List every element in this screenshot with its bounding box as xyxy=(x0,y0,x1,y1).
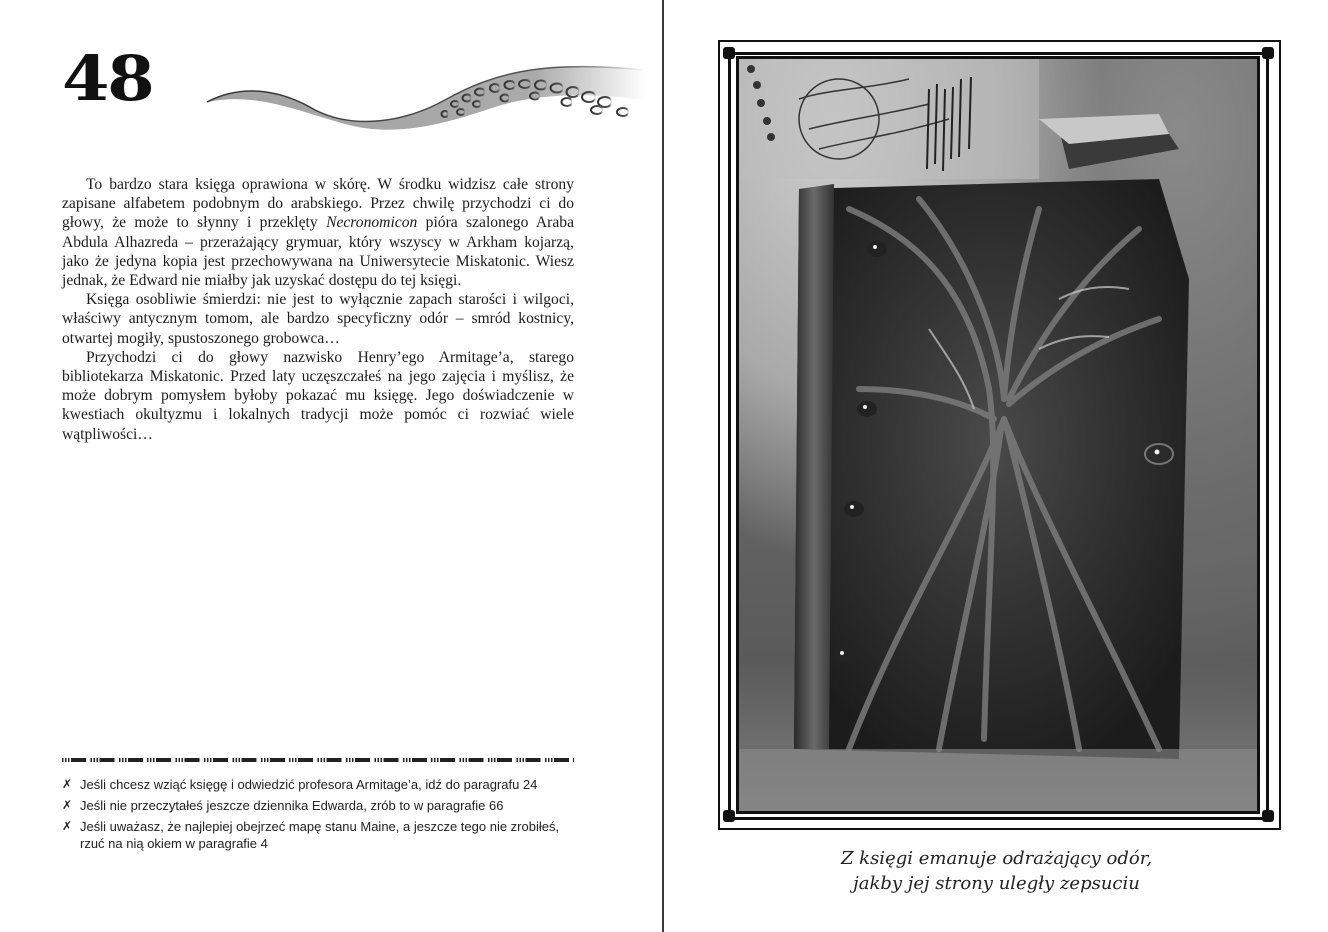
book-title-necronomicon: Necronomicon xyxy=(326,214,418,232)
crossed-arrows-icon: ✗ xyxy=(62,777,73,791)
frame-corner-ornament-icon xyxy=(1262,47,1274,59)
ornamental-divider xyxy=(62,757,574,763)
body-paragraph-2: Księga osobliwie śmierdzi: nie jest to wyłącznie zapach starości i wilgoci, właściwy antycznym tomom, ale bardzo specyficzny odór – smród kostnicy, otwartej mogiły, spustoszonego grobowca… xyxy=(62,291,574,347)
choice-text: Jeśli chcesz wziąć księgę i odwiedzić profesora Armitage’a, idź do paragrafu 24 xyxy=(80,777,538,792)
left-page xyxy=(0,0,663,932)
paragraph-number: 48 xyxy=(62,42,153,115)
crossed-arrows-icon: ✗ xyxy=(62,798,73,812)
frame-corner-ornament-icon xyxy=(723,47,735,59)
right-page xyxy=(665,0,1328,932)
choice-item-go-to-4[interactable] xyxy=(62,818,582,852)
body-paragraph-3: Przychodzi ci do głowy nazwisko Henry’ego Armitage’a, starego bibliotekarza Miskatonic. Przed laty uczęszczałeś na jego zajęcia i myślisz, że może dobrym pomysłem byłoby pokazać mu księgę. Jego doświadczenie w kwestiach okultyzmu i lokalnych tradycji może pomóc ci rozwiać wiele wątpliwości… xyxy=(62,348,574,443)
crossed-arrows-icon: ✗ xyxy=(62,819,73,833)
paragraph-body xyxy=(62,175,574,444)
choice-text: Jeśli uważasz, że najlepiej obejrzeć mapę stanu Maine, a jeszcze tego nie zrobiłeś, rzuć na nią okiem w paragrafie 4 xyxy=(80,819,560,851)
illustration-caption xyxy=(665,846,1328,896)
choice-text: Jeśli nie przeczytałeś jeszcze dziennika Edwarda, zrób to w paragrafie 66 xyxy=(80,798,504,813)
frame-corner-ornament-icon xyxy=(723,810,735,822)
choice-list xyxy=(62,776,582,856)
caption-line-1: Z księgi emanuje odrażający odór, xyxy=(840,848,1153,869)
fleshy-book-painting-icon xyxy=(739,59,1257,811)
caption-line-2: jakby jej strony uległy zepsuciu xyxy=(853,873,1140,894)
book-spine-divider xyxy=(662,0,664,932)
tentacle-ornament-icon xyxy=(205,52,645,132)
body-paragraph-1: To bardzo stara księga oprawiona w skórę. W środku widzisz całe strony zapisane alfabetem podobnym do arabskiego. Przez chwilę przychodzi ci do głowy, że może to słynny i przeklęty Necronomicon pióra szalonego Araba Abdula Alhazreda – przerażający grymuar, który wszyscy w Arkham kojarzą, jako że jedyna kopia jest przechowywana na Uniwersytecie Miskatonic. Wiesz jednak, że Edward nie miałby jak uzyskać dostępu do tej księgi. xyxy=(62,176,574,290)
illustration xyxy=(736,56,1260,814)
choice-item-go-to-66[interactable] xyxy=(62,797,582,814)
choice-item-go-to-24[interactable] xyxy=(62,776,582,793)
frame-corner-ornament-icon xyxy=(1262,810,1274,822)
